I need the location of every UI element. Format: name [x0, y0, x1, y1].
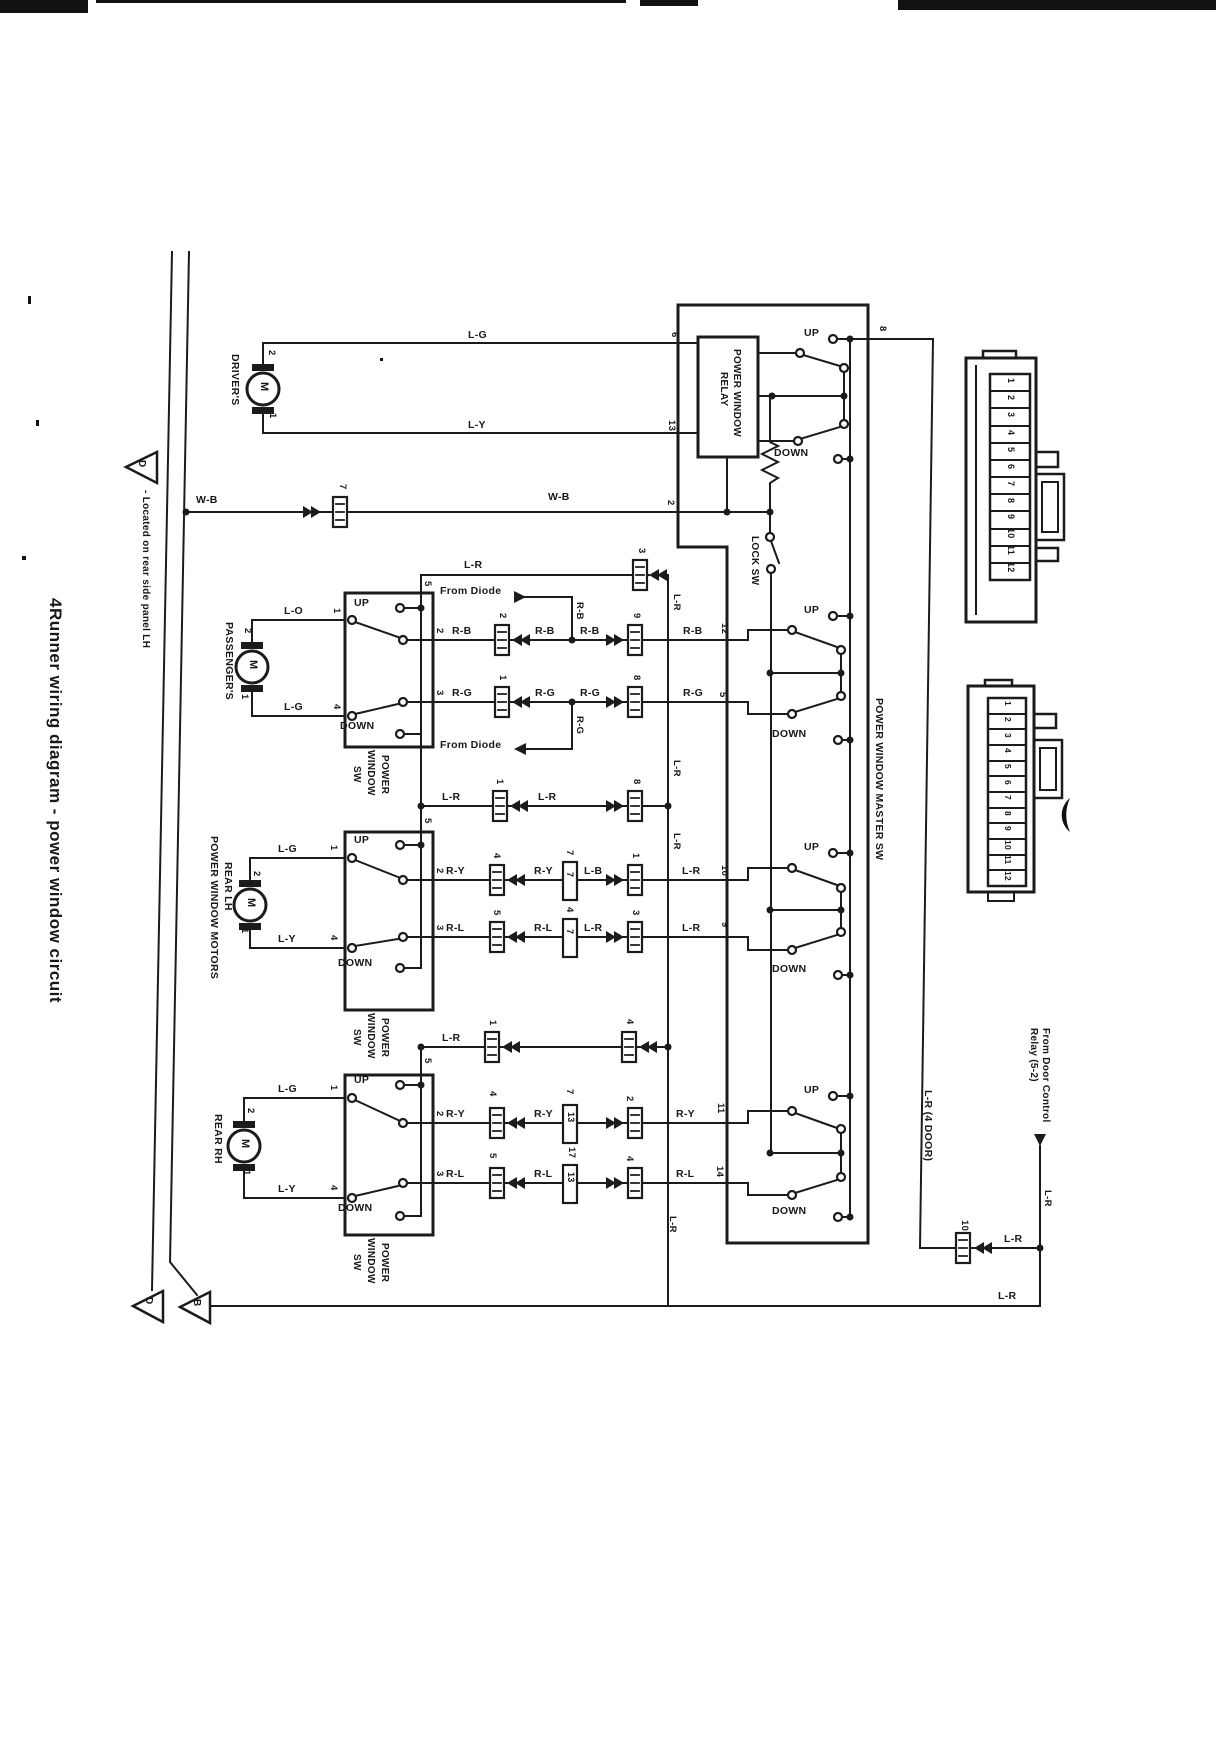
motor-m: M: [258, 382, 270, 392]
conn-pin: 17: [566, 1147, 577, 1159]
motor-name-driver: DRIVER'S: [229, 354, 241, 406]
switch-pos: DOWN: [338, 957, 373, 969]
wire-label: R-Y: [676, 1108, 695, 1120]
wire-label: R-L: [676, 1168, 695, 1180]
motor-pin: 2: [245, 1108, 256, 1114]
master-pin: 13: [666, 420, 677, 432]
switch-pos: UP: [804, 604, 820, 616]
conn-pin: 1: [494, 779, 505, 785]
wire-label: R-Y: [446, 865, 465, 877]
motor-pin: 2: [266, 350, 277, 356]
title: 4Runner wiring diagram - power window circuit: [46, 598, 65, 1004]
conn-b-cell: 5: [1003, 764, 1013, 770]
wire-label: L-R (4 DOOR): [922, 1090, 934, 1162]
wire-label: R-G: [580, 687, 601, 699]
sw-pin: 5: [422, 818, 433, 824]
conn-pin: 10: [959, 1220, 970, 1232]
conn-a-cell: 10: [1006, 528, 1016, 539]
wire-label: R-L: [534, 1168, 553, 1180]
wire-label: R-L: [446, 922, 465, 934]
wire-label: L-Y: [278, 1183, 296, 1195]
legend-marker-letter: D: [136, 460, 147, 468]
switch-pos: DOWN: [340, 720, 375, 732]
conn-pin: 2: [497, 613, 508, 619]
conn-pin: 1: [630, 853, 641, 859]
motor-pin: 1: [241, 1170, 252, 1176]
switch-pos: UP: [354, 597, 370, 609]
conn-pin: 3: [636, 548, 647, 554]
wire-label: L-R: [667, 1216, 678, 1233]
conn-a-cell: 9: [1006, 514, 1016, 520]
master-pin: 9: [719, 922, 730, 928]
wire-label: R-G: [683, 687, 704, 699]
motor-pin: 2: [242, 628, 253, 634]
sw-pin: 3: [434, 925, 445, 931]
conn-inner-pin: 7: [565, 872, 575, 878]
wire-label: L-Y: [278, 933, 296, 945]
conn-pin: 4: [491, 853, 502, 859]
conn-pin: 5: [487, 1153, 498, 1159]
conn-b-cell: 8: [1003, 811, 1013, 817]
sw-pin: 4: [328, 935, 339, 941]
wire-label: L-O: [284, 605, 303, 617]
wire-label: W-B: [548, 491, 570, 503]
conn-b-cell: 2: [1003, 717, 1013, 723]
conn-pin: 7: [564, 1089, 575, 1095]
wire-label: L-B: [584, 865, 603, 877]
wire-label: R-L: [446, 1168, 465, 1180]
wire-label: R-B: [683, 625, 703, 637]
conn-a-cell: 3: [1006, 412, 1016, 418]
conn-pin: 7: [337, 484, 348, 490]
conn-inner-pin: 7: [565, 929, 575, 935]
wire-label: L-R: [671, 833, 682, 850]
wire-label: L-R: [442, 1032, 461, 1044]
conn-a-cell: 5: [1006, 447, 1016, 453]
conn-pin: 1: [497, 675, 508, 681]
conn-a-cell: 8: [1006, 498, 1016, 504]
wire-label: L-R: [584, 922, 603, 934]
switch-pos: UP: [354, 1074, 370, 1086]
motor-name-passenger: PASSENGER'S: [223, 622, 235, 700]
wire-label: L-G: [278, 843, 297, 855]
conn-b-cell: 4: [1003, 748, 1013, 754]
conn-a-cell: 11: [1006, 545, 1016, 556]
component-name-sw: WINDOW: [365, 750, 376, 796]
conn-b-cell: 9: [1003, 826, 1013, 832]
wire-label: L-R: [538, 791, 557, 803]
wire-label: L-R: [682, 865, 701, 877]
master-pin: 12: [719, 623, 730, 635]
conn-a-cell: 1: [1006, 378, 1016, 384]
ref-note: Relay (5-2): [1028, 1028, 1039, 1082]
conn-a-cell: 4: [1006, 430, 1016, 436]
conn-a-cell: 6: [1006, 464, 1016, 470]
sw-pin: 4: [328, 1185, 339, 1191]
sw-pin: 2: [434, 1111, 445, 1117]
motor-m: M: [239, 1139, 251, 1149]
sw-pin: 4: [331, 704, 342, 710]
ref-note: From Door Control: [1040, 1028, 1051, 1123]
wire-label: L-R: [1042, 1190, 1053, 1207]
master-pin: 8: [877, 326, 888, 332]
motor-name-rear-rh: REAR RH: [212, 1114, 224, 1164]
conn-pin: 8: [631, 779, 642, 785]
conn-pin: 5: [491, 910, 502, 916]
conn-b-cell: 1: [1003, 701, 1013, 707]
wire-label: R-B: [535, 625, 555, 637]
component-name-relay: RELAY: [718, 372, 729, 407]
ref-note: From Diode: [440, 585, 502, 597]
wire-label: R-B: [452, 625, 472, 637]
conn-pin: 4: [624, 1156, 635, 1162]
switch-pos: DOWN: [772, 728, 807, 740]
wire-label: R-G: [535, 687, 556, 699]
master-pin: 5: [717, 692, 728, 698]
component-name-sw: SW: [351, 1254, 362, 1271]
wire-label: R-Y: [534, 865, 553, 877]
motor-pin: 1: [239, 694, 250, 700]
conn-inner-pin: 13: [566, 1112, 576, 1123]
conn-b-cell: 3: [1003, 733, 1013, 739]
legend-note: - Located on rear side panel LH: [140, 490, 151, 649]
conn-pin: 2: [624, 1096, 635, 1102]
wire-label: R-Y: [446, 1108, 465, 1120]
conn-pin: 8: [631, 675, 642, 681]
conn-b-cell: 10: [1003, 840, 1013, 851]
conn-a-cell: 7: [1006, 481, 1016, 487]
sw-pin: 3: [434, 1171, 445, 1177]
master-pin: 11: [715, 1103, 726, 1114]
wire-label: L-G: [284, 701, 303, 713]
master-pin: 2: [665, 500, 676, 506]
conn-b-cell: 7: [1003, 795, 1013, 801]
wire-label: L-G: [468, 329, 487, 341]
motor-pin: 2: [251, 871, 262, 877]
wire-label: R-B: [574, 602, 585, 620]
conn-pin: 3: [630, 910, 641, 916]
component-name-sw: SW: [351, 1029, 362, 1046]
component-name-sw: WINDOW: [365, 1238, 376, 1284]
component-name-sw: POWER: [379, 755, 390, 795]
switch-pos: UP: [804, 327, 820, 339]
switch-pos: DOWN: [774, 447, 809, 459]
component-name-sw: WINDOW: [365, 1013, 376, 1059]
wire-label: R-G: [452, 687, 473, 699]
switch-pos: UP: [804, 841, 820, 853]
motor-name-rear-lh: REAR LH: [222, 862, 234, 911]
wire-label: R-L: [534, 922, 553, 934]
conn-b-cell: 11: [1003, 855, 1013, 865]
master-pin: 14: [714, 1166, 725, 1178]
component-name-relay: POWER WINDOW: [731, 349, 742, 438]
wire-label: R-B: [580, 625, 600, 637]
conn-a-cell: 12: [1006, 562, 1016, 573]
conn-pin: 4: [564, 907, 575, 913]
sw-pin: 1: [328, 845, 339, 851]
sw-pin: 1: [328, 1085, 339, 1091]
motor-m: M: [245, 898, 257, 908]
motor-pin: 1: [267, 413, 278, 419]
wire-label: L-R: [671, 760, 682, 777]
switch-pos: DOWN: [772, 1205, 807, 1217]
conn-pin: 4: [487, 1091, 498, 1097]
sw-pin: 5: [422, 581, 433, 587]
motor-group-name: POWER WINDOW MOTORS: [208, 836, 220, 980]
motor-pin: 1: [239, 928, 250, 934]
ref-note: From Diode: [440, 739, 502, 751]
ref-triangle-letter: B: [191, 1299, 202, 1307]
conn-pin: 9: [631, 613, 642, 619]
conn-pin: 4: [624, 1019, 635, 1025]
master-pin: 10: [719, 865, 730, 877]
wire-label: R-Y: [534, 1108, 553, 1120]
sw-pin: 2: [434, 868, 445, 874]
ref-triangle-letter: D: [143, 1297, 154, 1305]
wire-label: L-G: [278, 1083, 297, 1095]
conn-a-cell: 2: [1006, 395, 1016, 401]
sw-pin: 3: [434, 690, 445, 696]
switch-pos: UP: [804, 1084, 820, 1096]
component-name-sw: POWER: [379, 1243, 390, 1283]
wire-label: L-R: [998, 1290, 1017, 1302]
component-name-lock: LOCK SW: [749, 536, 760, 586]
master-pin: 6: [669, 332, 680, 338]
conn-pin: 1: [487, 1020, 498, 1026]
switch-pos: DOWN: [338, 1202, 373, 1214]
component-name-sw: POWER: [379, 1018, 390, 1058]
wire-label: L-Y: [468, 419, 486, 431]
wire-label: L-R: [671, 594, 682, 611]
conn-inner-pin: 13: [566, 1172, 576, 1183]
wire-label: R-G: [574, 716, 585, 735]
conn-pin: 7: [564, 850, 575, 856]
wire-label: L-R: [464, 559, 483, 571]
switch-pos: UP: [354, 834, 370, 846]
switch-pos: DOWN: [772, 963, 807, 975]
conn-b-cell: 12: [1003, 871, 1013, 882]
wire-label: L-R: [1004, 1233, 1023, 1245]
motor-m: M: [247, 660, 259, 670]
sw-pin: 1: [331, 608, 342, 614]
wire-label: L-R: [682, 922, 701, 934]
sw-pin: 5: [422, 1058, 433, 1064]
wire-label: W-B: [196, 494, 218, 506]
wire-label: L-R: [442, 791, 461, 803]
component-name-master: POWER WINDOW MASTER SW: [873, 698, 885, 861]
component-name-sw: SW: [351, 766, 362, 783]
conn-b-cell: 6: [1003, 780, 1013, 786]
sw-pin: 2: [434, 628, 445, 634]
